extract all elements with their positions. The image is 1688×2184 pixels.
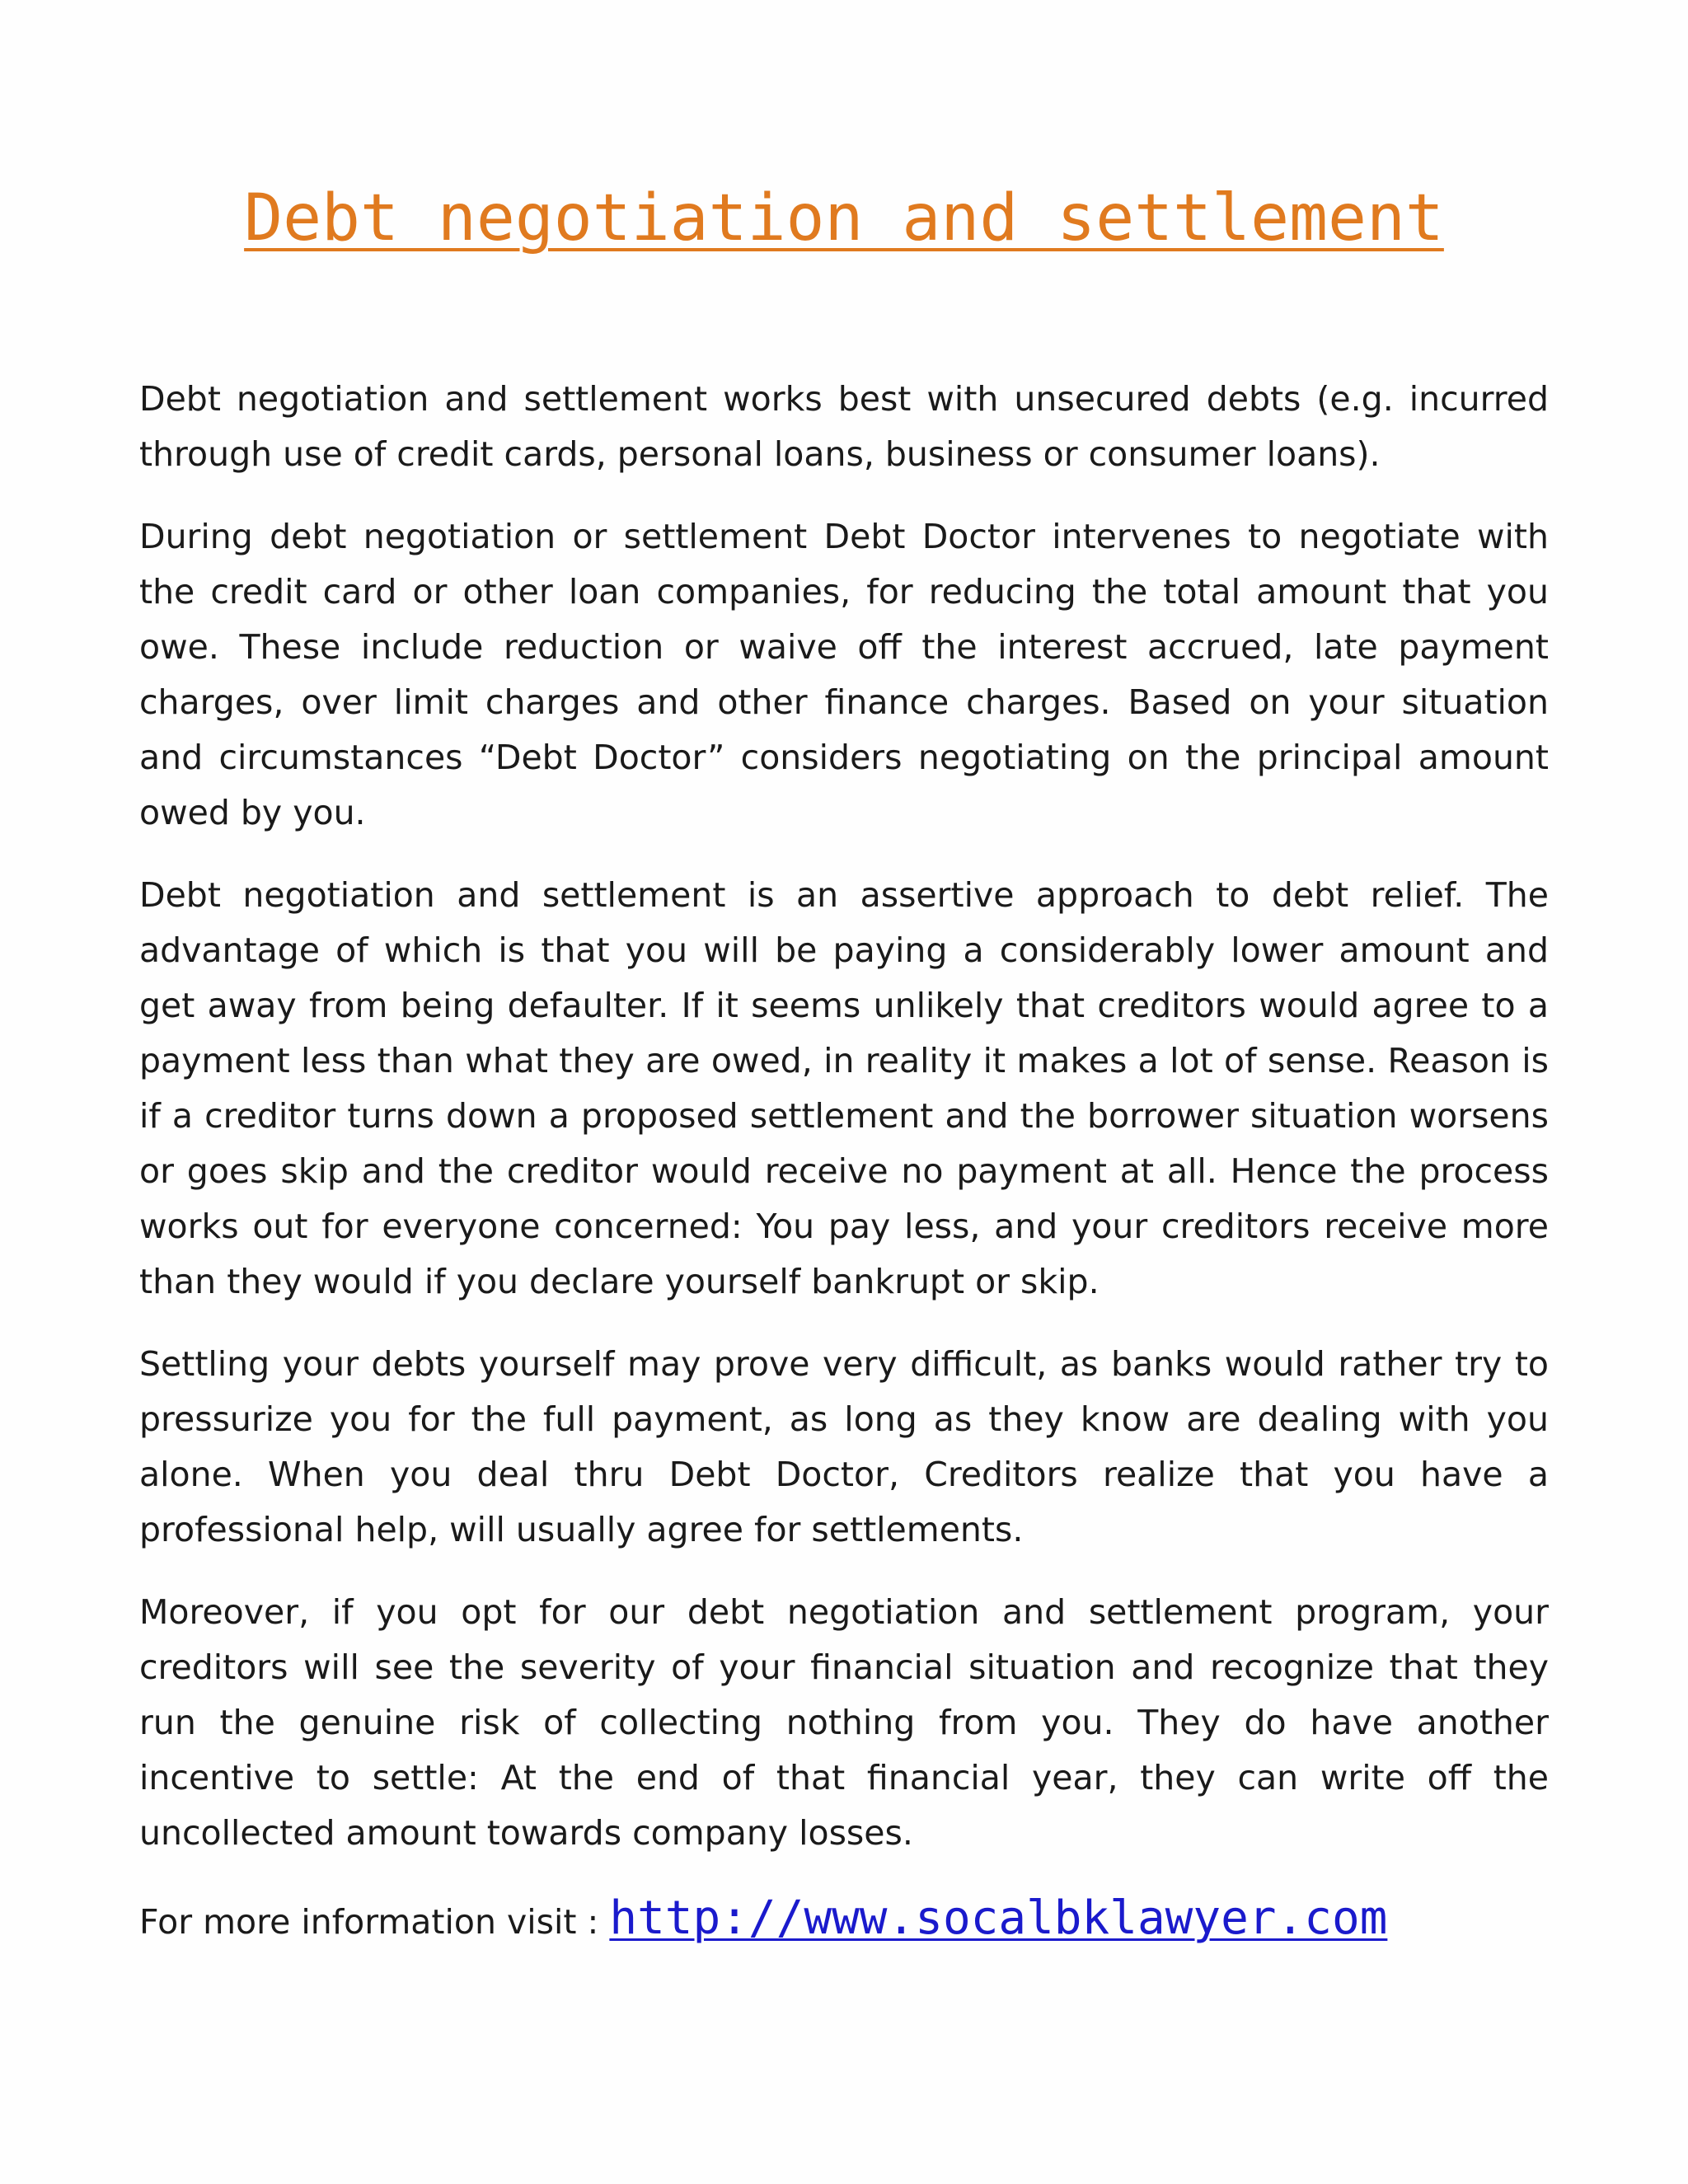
paragraph-assertive-approach: Debt negotiation and settlement is an assertive approach to debt relief. The advantage of which is that you will be paying a considerably lower amount and get away from being defaulter. If it seems unlikely that creditors would agree to a payment less than what they are owed, in reality it makes a lot of sense. Reason is if a creditor turns down a proposed settlement and the borrower situation worsens or goes skip and the creditor would receive no payment at all. Hence the process works out for everyone concerned: You pay less, and your creditors receive more than they would if you declare yourself bankrupt or skip. (139, 875, 1549, 1301)
paragraph-unsecured-debts: Debt negotiation and settlement works best with unsecured debts (e.g. incurred through use of credit cards, personal loans, business or consumer loans). (139, 379, 1549, 474)
website-link[interactable]: http://www.socalbklawyer.com (609, 1891, 1388, 1945)
paragraph-settling-yourself: Settling your debts yourself may prove very difficult, as banks would rather try to pressurize you for the full payment, as long as they know are dealing with you alone. When you deal thru Debt Doctor, Creditors realize that you have a professional help, will usually agree for settlements. (139, 1344, 1549, 1549)
paragraph-debt-doctor-intervention: During debt negotiation or settlement Debt Doctor intervenes to negotiate with the credit card or other loan companies, for reducing the total amount that you owe. These include reduction or waive off the interest accrued, late payment charges, over limit charges and other finance charges. Based on your situation and circumstances “Debt Doctor” considers negotiating on the principal amount owed by you. (139, 517, 1549, 832)
more-info-label: For more information visit : (139, 1902, 610, 1942)
document-body (139, 372, 1549, 1950)
paragraph-program-benefits: Moreover, if you opt for our debt negotiation and settlement program, your creditors will see the severity of your financial situation and recognize that they run the genuine risk of collecting nothing from you. They do have another incentive to settle: At the end of that financial year, they can write off the uncollected amount towards company losses. (139, 1592, 1549, 1853)
more-info-line (139, 1891, 1549, 1950)
page-title: Debt negotiation and settlement (244, 181, 1444, 255)
